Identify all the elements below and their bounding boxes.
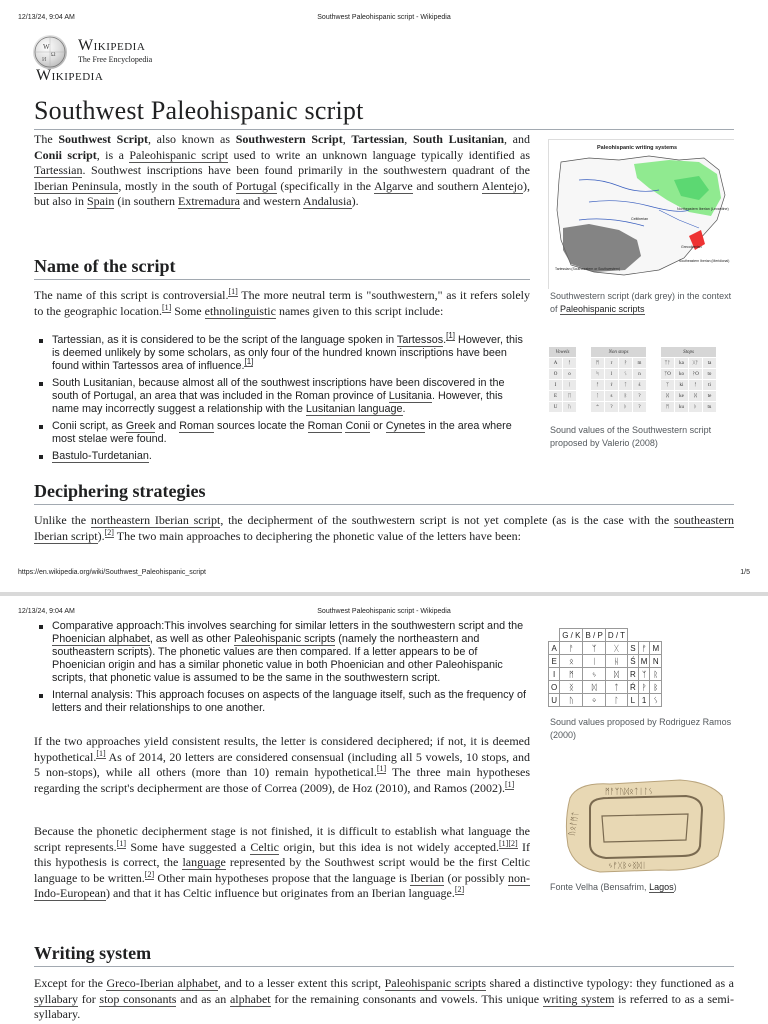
list-item: Comparative approach:This involves searching for similar letters in the southwestern script and the Phoenician alphabet, as well as other Paleohispanic scripts (namely the northeastern and southeastern scripts). The phonetic values are then compared. If a letter appears to be of Phoenician origin and has a similar phonetic value in both Phoenician and other Paleohispanic scripts, that phonetic value is assumed to be the same in the southwestern script. [34,620,530,685]
link-paleohispanic-scripts-caption[interactable]: Paleohispanic scripts [560,304,645,314]
svg-text:ᛃᚠᚷᛒᛜᛝᛞᛁ: ᛃᚠᚷᛒᛜᛝᛞᛁ [608,861,647,870]
map-label-celtiberian: Celtiberian [631,217,649,221]
link-paleohispanic-scripts-2[interactable]: Paleohispanic scripts [384,976,487,990]
ref-1-2[interactable]: [1][2] [499,838,518,848]
svg-text:ᛗᚨᛉᚢᛞᛟᛏᛁᛚᛊ: ᛗᚨᛉᚢᛞᛟᛏᛁᛚᛊ [605,787,653,796]
ref-1e[interactable]: [1] [96,748,106,758]
link-northeastern-iberian-script[interactable]: northeastern Iberian script [90,513,221,527]
print-title: Southwest Paleohispanic script - Wikipedia [317,608,451,615]
list-item: Conii script, as Greek and Roman sources locate the Roman Conii or Cynetes in the area where most stelae were found. [34,420,530,446]
table-header-vowels: Vowels [549,347,577,358]
link-alentejo[interactable]: Alentejo [481,178,523,193]
map-label-ne: Northeastern Iberian (Levantine) [677,207,729,211]
rr-header-dt: D / T [605,629,627,642]
language-paragraph: Because the phonetic decipherment stage is not finished, it is difficult to establish what language the script represents.[1] Some have suggested a Celtic origin, but this idea is not widely accepted.[1][2] If this hypothesis is correct, the language represented by the Southwest script would be the first Celtic language to be written.[2] Other main hypotheses propose that the language is Iberian (or possibly non-Indo-European) and that it has Celtic influence but originates from an Iberian language.[2] [34,824,531,900]
link-portugal[interactable]: Portugal [236,178,277,193]
rr-header-bp: B / P [583,629,605,642]
link-cynetes[interactable]: Cynetes [385,420,426,432]
link-greco-iberian-alphabet[interactable]: Greco-Iberian alphabet [106,976,218,990]
svg-text:Ω: Ω [51,52,56,58]
list-item: Tartessian, as it is considered to be the script of the language spoken in Tartessos.[1] However, this is deemed unlikely by some scholars, as only four of the hundred known inscriptions have been found within Tartessos area of influence.[1] [34,334,530,373]
wikipedia-wordmark[interactable]: Wikipedia [78,37,146,54]
heading-writing-system: Writing system [34,943,734,967]
map-label-grecoiberian: Grecoiberian [681,245,702,249]
wikipedia-tagline: The Free Encyclopedia [78,55,153,64]
list-item: South Lusitanian, because almost all of the southwest inscriptions have been discovered in the south of Portugal, an area that was included in the Roman province of Lusitania. However, this name may incorrectly suggest a relationship with the Lusitanian language. [34,377,530,416]
link-non-indo-european[interactable]: non-Indo-European [34,870,531,900]
link-roman[interactable]: Roman [179,420,215,432]
script-names-list [34,331,530,467]
table-header-non-stops: Non stops [591,347,647,358]
map-caption: Southwestern script (dark grey) in the context of Paleohispanic scripts [550,291,732,314]
print-datetime: 12/13/24, 9:04 AM [18,608,75,615]
link-greek[interactable]: Greek [125,420,156,432]
ref-2c[interactable]: [2] [454,885,465,894]
link-paleohispanic-scripts[interactable]: Paleohispanic scripts [233,633,336,645]
article-title: Southwest Paleohispanic script [34,96,734,130]
map-label-southeastern: Southeastern Iberian (Meridional) [679,259,730,263]
page-number: 1/5 [740,569,750,576]
link-tartessian[interactable]: Tartessian [34,163,83,177]
name-paragraph: The name of this script is controversial.[1] The more neutral term is "southwestern," as it refers solely to the geographic location.[1] Some ethnolinguistic names given to this script include: [34,287,530,318]
intro-paragraph: The Southwest Script, also known as Southwestern Script, Tartessian, South Lusitanian, and Conii script, is a Paleohispanic script used to write an unknown language typically identified as Tartessian. Southwest inscriptions have been found primarily in the southwestern quadrant of the Iberian Peninsula, mostly in the south of Portugal (specifically in the Algarve and southern Alentejo), but also in Spain (in southern Extremadura and western Andalusia). [34,132,530,208]
link-syllabary[interactable]: syllabary [34,991,78,1006]
paleohispanic-map[interactable] [548,139,734,289]
valerio-table-caption: Sound values of the Southwestern script proposed by Valerio (2008) [550,425,712,448]
approaches-list [34,620,530,719]
link-lusitanian-language[interactable]: Lusitanian language [305,403,403,415]
ref-2b[interactable]: [2] [144,869,155,879]
link-roman-2[interactable]: Roman [307,420,343,432]
ref-1b[interactable]: [1] [161,302,172,312]
valerio-sound-table[interactable]: Vowels Non stops Stops A ᚨ ᛗ r ᚹ m ᛉᚨ ka ᚷᚨ ta O o ᛋ l ᛊ n ᛉO ko ᚹO to I ᛁ ᚠ ŕ ᛏ ś ᛉ ki ᚨ ti E ᛖ ᛚ s ᛒ ? ᛞ ke ᛞ te U ᚢ ᛜ ? ᚦ ? ᛗ ku ᚦ tu [548,346,734,413]
rodriguez-ramos-table[interactable]: G / K B / P D / T A ᚨ ᛉ ᚷ S ᚠ M E ᛟ ᛁ ᚺ Ś M N I ᛗ ᛃ ᛞ R ᛉ ᚱ O ᛝ ᛞ ᛏ Ŕ ᚹ ᛒ U ᚢ ᛜ ᛚ L 1 ᛊ [548,628,734,707]
link-conii[interactable]: Conii [345,420,371,432]
rr-header-gk: G / K [560,629,583,642]
ref-1d[interactable]: [1] [244,357,254,367]
map-label-tartessian: Tartessian (Southwestern or Southwestern) [555,267,621,271]
link-bastulo-turdetanian[interactable]: Bastulo-Turdetanian [52,450,149,462]
link-lagos[interactable]: Lagos [649,882,674,892]
list-item: Internal analysis: This approach focuses on aspects of the language itself, such as the frequency of letters and their relationships to one another. [34,689,530,715]
wikipedia-wordmark-secondary[interactable]: Wikipedia [36,67,104,84]
ref-1[interactable]: [1] [228,287,238,296]
table-header-stops: Stops [661,347,717,358]
deciphering-paragraph: Unlike the northeastern Iberian script, the decipherment of the southwestern script is not yet complete (as is the case with the southeastern Iberian script).[2] The two main approaches to deciphering the phonetic value of the letters have been: [34,513,735,543]
link-lusitania[interactable]: Lusitania [388,390,432,402]
heading-deciphering-strategies: Deciphering strategies [34,481,734,505]
ref-1f[interactable]: [1] [376,764,387,773]
link-southeastern-iberian-script[interactable]: southeastern Iberian script [34,513,735,543]
link-iberian-peninsula[interactable]: Iberian Peninsula [34,178,119,193]
print-url: https://en.wikipedia.org/wiki/Southwest_Paleohispanic_script [18,569,206,576]
list-item: Bastulo-Turdetanian. [34,450,530,463]
link-stop-consonants[interactable]: stop consonants [99,991,177,1006]
link-iberian[interactable]: Iberian [410,870,445,885]
wikipedia-globe-icon[interactable] [33,35,67,69]
link-ethnolinguistic[interactable]: ethnolinguistic [204,303,276,318]
print-datetime: 12/13/24, 9:04 AM [18,14,75,21]
link-spain[interactable]: Spain [87,194,115,208]
link-paleohispanic-script[interactable]: Paleohispanic script [129,147,229,162]
link-writing-system[interactable]: writing system [542,991,615,1006]
svg-text:И: И [42,57,47,63]
consensus-paragraph: If the two approaches yield consistent results, the letter is considered deciphered; if not, it is deemed hypothetical.[1] As of 2014, 20 letters are considered consensual (including all 5 vowels, 10 stops, and 5 non-stops), while all others (more than 10) remain hypothetical.[1] The three main hypotheses regarding the script's decipherment are those of Correa (2009), de Hoz (2010), and Ramos (2002).[1] [34,734,530,795]
link-language[interactable]: language [182,855,226,869]
link-extremadura[interactable]: Extremadura [178,194,240,208]
link-alphabet[interactable]: alphabet [229,991,271,1006]
svg-text:ᚢᛟᚨᛗᛏ: ᚢᛟᚨᛗᛏ [567,811,581,837]
link-andalusia[interactable]: Andalusia [302,194,352,208]
ref-1c[interactable]: [1] [446,331,456,341]
fonte-velha-stela[interactable] [560,776,730,876]
heading-name-of-the-script: Name of the script [34,256,530,280]
link-phoenician-alphabet[interactable]: Phoenician alphabet [52,633,150,645]
print-title: Southwest Paleohispanic script - Wikipedia [317,14,451,21]
ref-1h[interactable]: [1] [116,838,126,848]
map-title: Paleohispanic writing systems [597,145,678,151]
svg-text:W: W [43,43,50,51]
writing-system-paragraph: Except for the Greco-Iberian alphabet, and to a lesser extent this script, Paleohispanic scripts shared a distinctive typology: they functioned as a syllabary for stop consonants and as an alphabet for the remaining consonants and vowels. This unique writing system is referred to as a semi-syllabary. [34,976,735,1021]
pdf-page-2 [0,596,768,1024]
link-tartessos[interactable]: Tartessos [396,334,444,346]
rr-table-caption: Sound values proposed by Rodriguez Ramos (2000) [550,717,732,740]
link-algarve[interactable]: Algarve [374,178,413,193]
stela-caption: Fonte Velha (Bensafrim, Lagos) [550,882,677,892]
ref-1g[interactable]: [1] [505,779,515,789]
link-celtic[interactable]: Celtic [250,839,279,854]
ref-2[interactable]: [2] [104,527,114,537]
